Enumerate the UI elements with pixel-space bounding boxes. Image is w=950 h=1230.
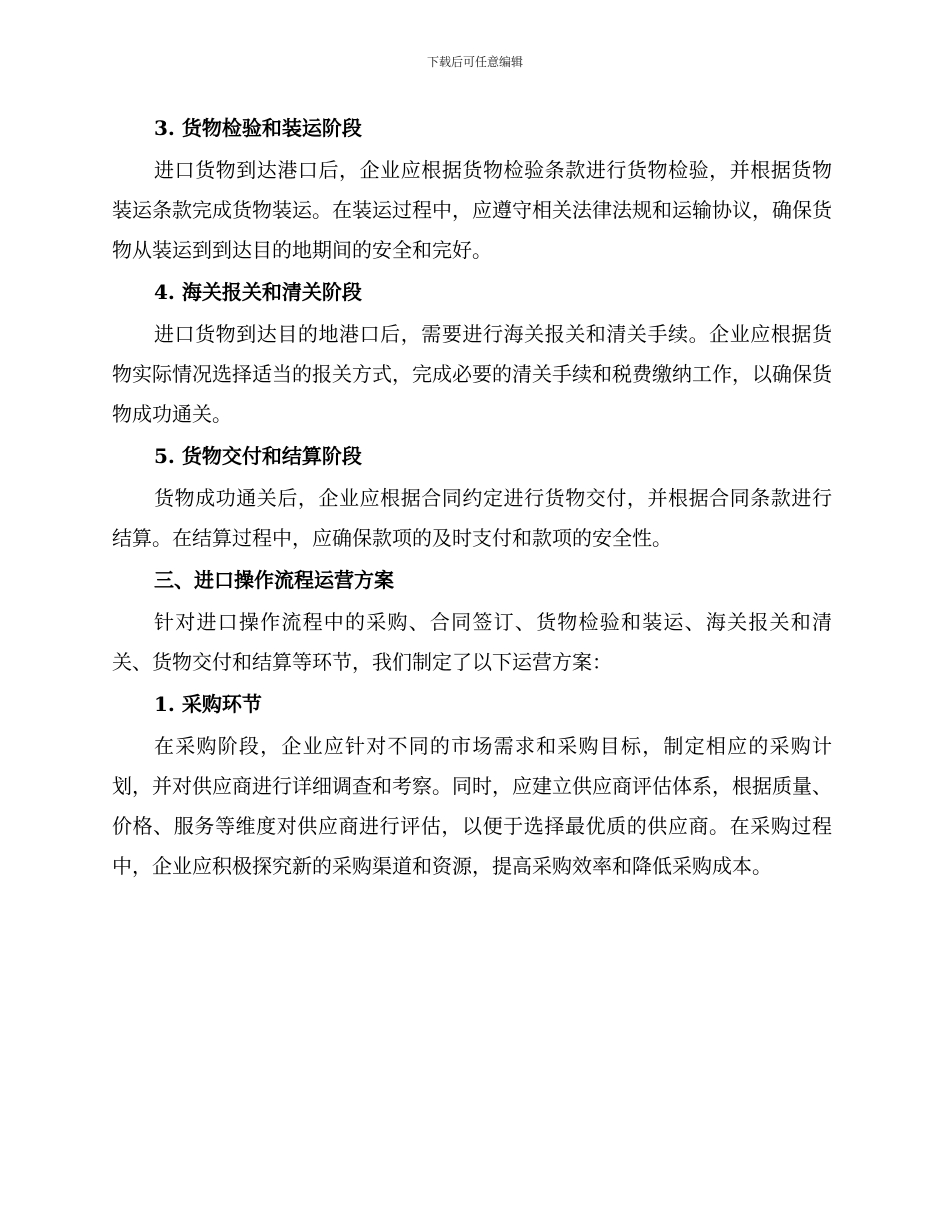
section-paragraph: 进口货物到达目的地港口后，需要进行海关报关和清关手续。企业应根据货物实际情况选择适当的报关方式，完成必要的清关手续和税费缴纳工作，以确保货物成功通关。 — [112, 322, 832, 426]
page-header: 下载后可任意编辑 — [426, 55, 523, 69]
section-heading: 3. 货物检验和装运阶段 — [154, 116, 362, 140]
section-heading: 1. 采购环节 — [154, 692, 262, 716]
section-paragraph: 在采购阶段，企业应针对不同的市场需求和采购目标，制定相应的采购计划，并对供应商进行详细调查和考察。同时，应建立供应商评估体系，根据质量、价格、服务等维度对供应商进行评估，以便于选择最优质的供应商。在采购过程中，企业应积极探究新的采购渠道和资源，提高采购效率和降低采购成本。 — [112, 734, 832, 878]
section-delivery-settlement — [112, 436, 832, 558]
section-heading: 4. 海关报关和清关阶段 — [154, 280, 362, 304]
section-procurement — [112, 684, 832, 886]
section-paragraph: 针对进口操作流程中的采购、合同签订、货物检验和装运、海关报关和清关、货物交付和结算等环节，我们制定了以下运营方案： — [112, 610, 832, 674]
section-paragraph: 进口货物到达港口后，企业应根据货物检验条款进行货物检验，并根据货物装运条款完成货物装运。在装运过程中，应遵守相关法律法规和运输协议，确保货物从装运到到达目的地期间的安全和完好。 — [112, 158, 832, 262]
section-heading: 三、进口操作流程运营方案 — [154, 568, 394, 592]
section-cargo-inspection — [112, 108, 832, 270]
section-operation-plan — [112, 560, 832, 682]
section-customs-clearance — [112, 272, 832, 434]
section-heading: 5. 货物交付和结算阶段 — [154, 444, 362, 468]
section-paragraph: 货物成功通关后，企业应根据合同约定进行货物交付，并根据合同条款进行结算。在结算过程中，应确保款项的及时支付和款项的安全性。 — [112, 486, 832, 550]
document-body — [112, 108, 832, 888]
